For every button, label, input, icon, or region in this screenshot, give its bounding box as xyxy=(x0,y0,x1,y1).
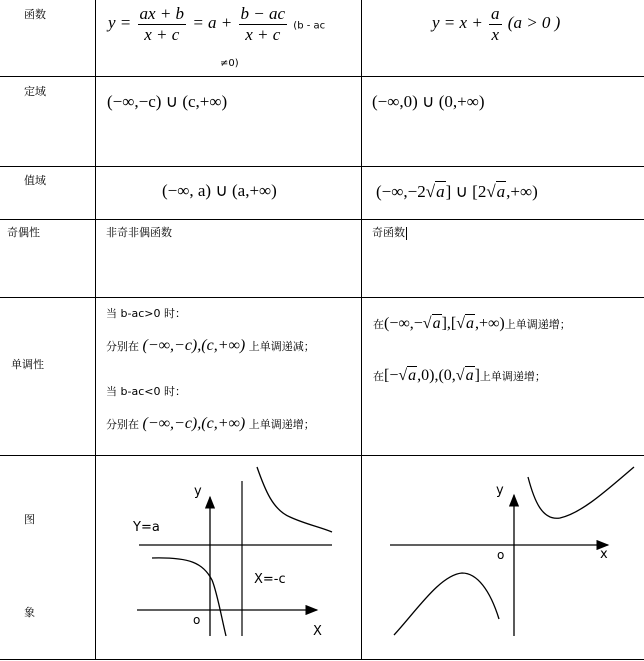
statement-interval: (−∞,−c),(c,+∞) xyxy=(142,337,246,354)
formula-cell-1 xyxy=(108,4,360,45)
monotonic-case2-condition: 当 b-ac<0 时： xyxy=(106,385,186,398)
radicand: a xyxy=(466,315,474,332)
x-axis-label: x xyxy=(600,547,608,562)
domain-hook: (−∞,0) ∪ (0,+∞) xyxy=(372,92,485,111)
statement-suffix: 上单调递减； xyxy=(248,340,315,353)
radicand: a xyxy=(465,367,474,384)
monotonic-case1-statement xyxy=(106,337,315,355)
graph-hook xyxy=(362,455,644,659)
radicand: a xyxy=(408,367,417,384)
sqrt-icon: √a xyxy=(422,315,441,332)
fraction-numerator: b − ac xyxy=(240,4,286,23)
sqrt-icon: √a xyxy=(398,367,417,384)
parity-hook-text: 奇函数 xyxy=(372,226,405,239)
curve-left-branch xyxy=(152,558,226,636)
monotonic-hook-line2 xyxy=(373,367,546,385)
formula-cell-2 xyxy=(432,4,560,45)
statement-prefix: 在 xyxy=(373,370,384,383)
range-part: (−∞,−2 xyxy=(376,182,426,201)
fraction-numerator: ax + b xyxy=(139,4,185,23)
interval-part: (−∞,− xyxy=(384,315,423,332)
parity-hook[interactable] xyxy=(372,224,407,240)
radicand: a xyxy=(436,182,445,201)
statement-prefix: 分别在 xyxy=(106,418,139,431)
interval-part: ,0),(0, xyxy=(417,367,456,384)
interval-part: [− xyxy=(384,367,399,384)
origin-label: o xyxy=(193,613,201,627)
interval-part: ,+∞) xyxy=(475,315,505,332)
condition-text-cont: ≠0) xyxy=(220,58,239,69)
row-divider xyxy=(0,659,644,660)
row-divider xyxy=(0,297,644,298)
row-divider xyxy=(0,219,644,220)
formula-prefix: y = xyxy=(108,13,132,33)
statement-suffix: 上单调递增； xyxy=(504,318,571,331)
formula-hook xyxy=(432,4,561,44)
radicand: a xyxy=(496,182,506,201)
parity-rational: 非奇非偶函数 xyxy=(106,226,172,239)
monotonic-case1-condition: 当 b-ac>0 时： xyxy=(106,307,186,320)
sqrt-icon: √a xyxy=(486,182,506,201)
curve-right-branch xyxy=(257,467,332,532)
radicand: a xyxy=(432,315,441,332)
graph-rational xyxy=(95,455,361,659)
monotonic-hook-line1 xyxy=(373,315,571,333)
monotonic-case2-statement xyxy=(106,415,315,433)
domain-rational: (−∞,−c) ∪ (c,+∞) xyxy=(107,92,228,111)
sqrt-icon: √a xyxy=(425,182,445,201)
formula-rational xyxy=(108,4,293,44)
sqrt-icon: √a xyxy=(456,315,474,332)
formula-mid: = a + xyxy=(192,13,233,33)
row-header-range: 值域 xyxy=(24,174,46,187)
row-divider xyxy=(0,166,644,167)
fraction xyxy=(138,4,187,45)
interval-part: ] xyxy=(474,367,480,384)
statement-suffix: 上单调递增； xyxy=(248,418,315,431)
row-header-graph-top: 图 xyxy=(24,513,35,526)
origin-label: o xyxy=(497,548,505,562)
y-axis-label: y xyxy=(496,483,504,498)
fraction-numerator: a xyxy=(491,4,500,23)
y-axis-label: y xyxy=(194,484,202,499)
range-hook xyxy=(376,182,538,202)
range-part: ,+∞) xyxy=(506,182,538,201)
statement-interval: (−∞,−c),(c,+∞) xyxy=(142,415,246,432)
curve-left-branch xyxy=(394,573,499,635)
row-divider xyxy=(0,76,644,77)
fraction-denominator: x + c xyxy=(144,25,180,44)
x-axis-label: X xyxy=(313,624,322,639)
formula-prefix: y = x + xyxy=(432,13,483,33)
fraction xyxy=(489,4,502,45)
fraction-denominator: x + c xyxy=(245,25,281,44)
curve-right-branch xyxy=(528,467,634,518)
statement-prefix: 在 xyxy=(373,318,384,331)
condition-text: (b - ac xyxy=(293,20,326,32)
range-part: ] ∪ [2 xyxy=(445,182,487,201)
sqrt-icon: √a xyxy=(455,367,474,384)
fraction-denominator: x xyxy=(491,25,500,44)
row-header-parity: 奇偶性 xyxy=(7,226,40,239)
horizontal-asymptote-label: Y=a xyxy=(133,520,160,535)
text-cursor xyxy=(406,227,407,240)
fraction xyxy=(239,4,288,45)
row-header-monotonicity: 单调性 xyxy=(11,358,44,371)
row-header-function: 函数 xyxy=(24,8,46,21)
range-rational: (−∞, a) ∪ (a,+∞) xyxy=(162,181,277,200)
row-header-graph-bottom: 象 xyxy=(24,606,35,619)
statement-prefix: 分别在 xyxy=(106,340,139,353)
vertical-asymptote-label: X=-c xyxy=(254,572,286,587)
statement-suffix: 上单调递增； xyxy=(479,370,546,383)
interval-part: ],[ xyxy=(441,315,457,332)
formula-condition: (a > 0 ) xyxy=(507,13,561,33)
row-header-domain: 定域 xyxy=(24,85,46,98)
